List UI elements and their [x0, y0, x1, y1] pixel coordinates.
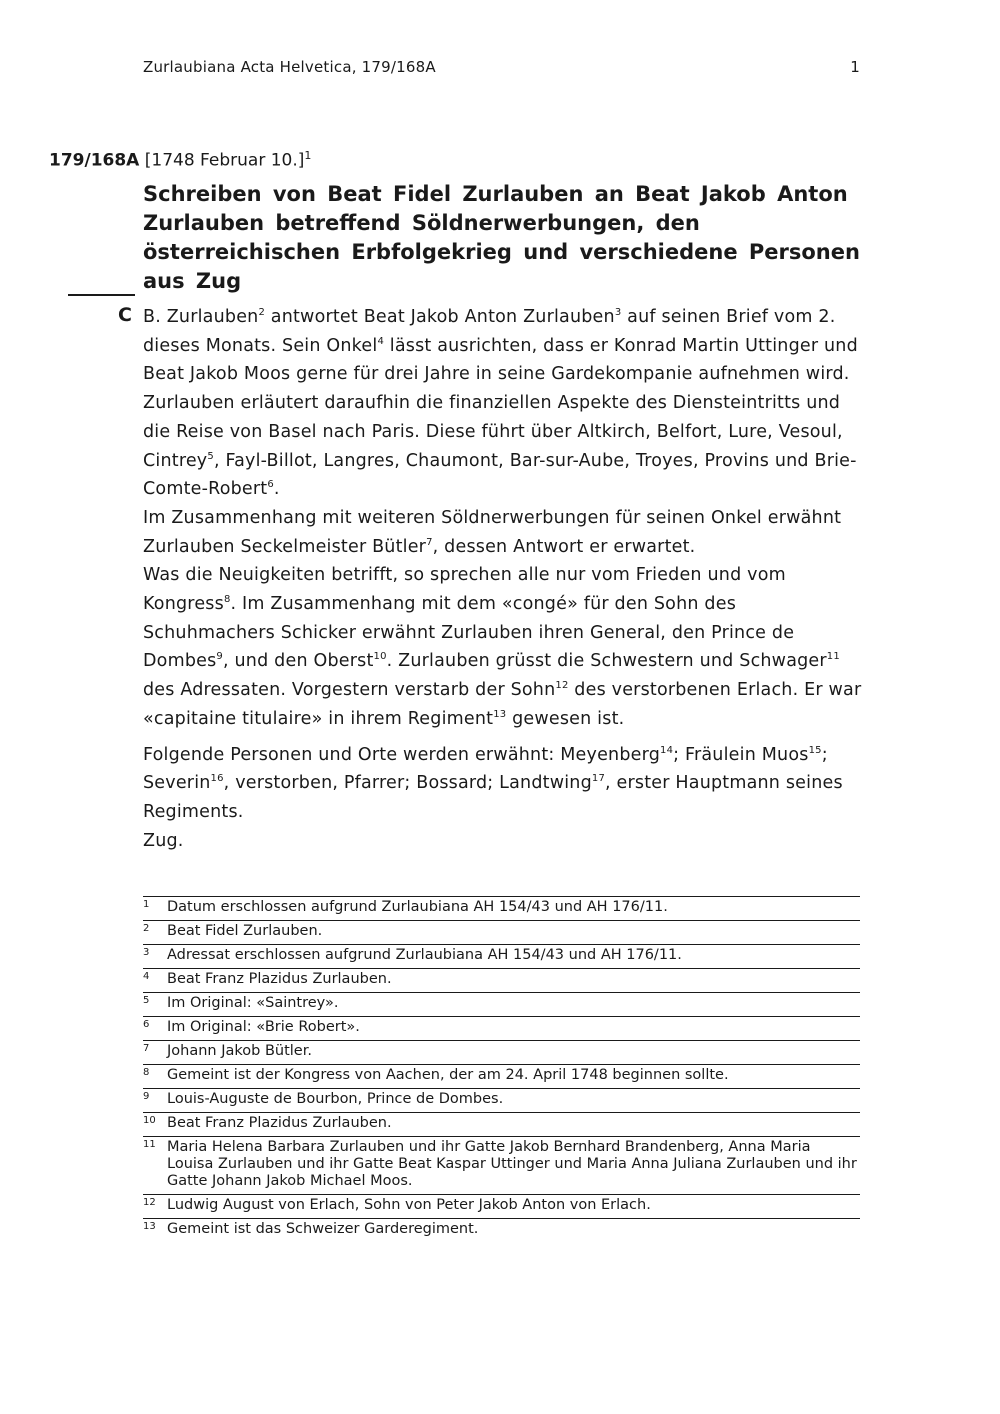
footnotes: [143, 896, 860, 1242]
footnote-number: 4: [143, 971, 150, 982]
footnote-number: 3: [143, 947, 150, 958]
footnote-item: [143, 1040, 860, 1064]
footnote-text: Gemeint ist das Schweizer Garderegiment.: [167, 1221, 479, 1237]
footnote-ref[interactable]: 9: [216, 651, 223, 663]
place-line: Zug.: [143, 830, 184, 851]
footnote-number: 13: [143, 1221, 156, 1232]
footnote-text: Datum erschlossen aufgrund Zurlaubiana AH 154/43 und AH 176/11.: [167, 899, 668, 915]
footnote-item: [143, 896, 860, 920]
footnote-ref[interactable]: 6: [267, 479, 274, 491]
footnote-text: Beat Fidel Zurlauben.: [167, 923, 323, 939]
footnote-ref[interactable]: 2: [258, 307, 266, 319]
footnote-item: [143, 944, 860, 968]
footnote-number: 1: [143, 899, 150, 910]
entry-number: 179/168A: [49, 150, 140, 171]
running-header: [143, 58, 860, 76]
footnote-item: [143, 1112, 860, 1136]
footnote-item: [143, 1194, 860, 1219]
footnote-number: 2: [143, 923, 150, 934]
footnote-ref[interactable]: 5: [207, 450, 214, 462]
footnote-text: Im Original: «Saintrey».: [167, 995, 339, 1011]
persons-paragraph: Folgende Personen und Orte werden erwähnt: Meyenberg$^{14}$; Fräulein Muos$^{15}$; Severin$^{16}$, verstorben, Pfarrer; Bossard; Landtwing$^{17}$, erster Hauptmann seines Regiments.: [143, 744, 843, 822]
footnote-ref[interactable]: 10: [373, 651, 387, 663]
footnote-ref[interactable]: 13: [493, 709, 507, 721]
footnote-item: [143, 1088, 860, 1112]
running-title: Zurlaubiana Acta Helvetica, 179/168A: [143, 58, 436, 76]
footnote-number: 11: [143, 1139, 156, 1150]
divider-rule: [68, 294, 135, 296]
footnote-ref[interactable]: 3: [614, 307, 622, 319]
entry-title: Schreiben von Beat Fidel Zurlauben an Beat Jakob Anton Zurlauben betreffend Söldnerwerbungen, den österreichischen Erbfolgekrieg und verschiedene Personen aus Zug: [143, 182, 860, 293]
footnote-text: Maria Helena Barbara Zurlauben und ihr Gatte Jakob Bernhard Brandenberg, Anna Maria Louisa Zurlauben und ihr Gatte Beat Kaspar Uttinger und Maria Anna Juliana Zurlauben und ihr Gatte Johann Jakob Michael Moos.: [167, 1139, 857, 1189]
footnote-number: 7: [143, 1043, 150, 1054]
footnote-text: Im Original: «Brie Robert».: [167, 1019, 360, 1035]
footnote-text: Adressat erschlossen aufgrund Zurlaubiana AH 154/43 und AH 176/11.: [167, 947, 682, 963]
footnote-text: Ludwig August von Erlach, Sohn von Peter Jakob Anton von Erlach.: [167, 1197, 651, 1213]
footnote-ref[interactable]: 4: [377, 335, 384, 347]
footnote-text: Gemeint ist der Kongress von Aachen, der am 24. April 1748 beginnen sollte.: [167, 1067, 729, 1083]
footnote-item: [143, 1016, 860, 1040]
summary-paragraph: B. Zurlauben$^2$ antwortet Beat Jakob Anton Zurlauben$^3$ auf seinen Brief vom 2. dieses Monats. Sein Onkel$^4$ lässt ausrichten, dass er Konrad Martin Uttinger und Beat Jakob Moos gerne für drei Jahre in seine Gardekompanie aufnehmen wird. Zurlauben erläutert daraufhin die finanziellen Aspekte des Diensteintritts und die Reise von Basel nach Paris. Diese führt über Altkirch, Belfort, Lure, Vesoul, Cintrey$^5$, Fayl-Billot, Langres, Chaumont, Bar-sur-Aube, Troyes, Provins und Brie-Comte-Robert$^6$.: [143, 307, 858, 500]
footnote-item: [143, 992, 860, 1016]
page-number: 1: [850, 58, 860, 76]
footnote-ref[interactable]: 14: [660, 744, 674, 756]
footnote-ref[interactable]: 11: [826, 651, 840, 663]
footnote-item: [143, 920, 860, 944]
footnote-number: 10: [143, 1115, 156, 1126]
footnote-item: [143, 1064, 860, 1088]
footnote-ref[interactable]: 12: [555, 680, 569, 692]
footnote-text: Johann Jakob Bütler.: [167, 1043, 312, 1059]
footnote-ref[interactable]: 16: [210, 773, 224, 785]
footnote-text: Beat Franz Plazidus Zurlauben.: [167, 1115, 392, 1131]
footnote-number: 8: [143, 1067, 150, 1078]
footnote-item: [143, 1136, 860, 1194]
footnote-text: Louis-Auguste de Bourbon, Prince de Dombes.: [167, 1091, 504, 1107]
entry-date: [1748 Februar 10.]: [144, 150, 305, 171]
entry-heading: [49, 149, 311, 171]
footnote-number: 6: [143, 1019, 150, 1030]
footnote-item: [143, 968, 860, 992]
footnote-text: Beat Franz Plazidus Zurlauben.: [167, 971, 392, 987]
footnote-ref[interactable]: 17: [591, 773, 606, 785]
footnote-number: 5: [143, 995, 150, 1006]
summary-paragraph: Was die Neuigkeiten betrifft, so sprechen alle nur vom Frieden und vom Kongress$^8$. Im Zusammenhang mit dem «congé» für den Sohn des Schuhmachers Schicker erwähnt Zurlauben ihren General, den Prince de Dombes$^9$, und den Oberst$^{10}$. Zurlauben grüsst die Schwestern und Schwager$^{11}$ des Adressaten. Vorgestern verstarb der Sohn$^{12}$ des verstorbenen Erlach. Er war «capitaine titulaire» in ihrem Regiment$^{13}$ gewesen ist.: [143, 565, 862, 729]
footnote-ref[interactable]: 1: [304, 149, 312, 162]
summary-paragraph: Im Zusammenhang mit weiteren Söldnerwerbungen für seinen Onkel erwähnt Zurlauben Seckelmeister Bütler$^7$, dessen Antwort er erwartet.: [143, 507, 842, 557]
footnote-ref[interactable]: 15: [808, 744, 822, 756]
footnote-number: 12: [143, 1197, 156, 1208]
footnote-ref[interactable]: 8: [223, 594, 231, 606]
footnote-number: 9: [143, 1091, 150, 1102]
language-mark: C: [118, 304, 132, 326]
footnote-ref[interactable]: 7: [426, 536, 433, 548]
footnote-item: [143, 1219, 860, 1242]
summary-text: [143, 303, 863, 855]
